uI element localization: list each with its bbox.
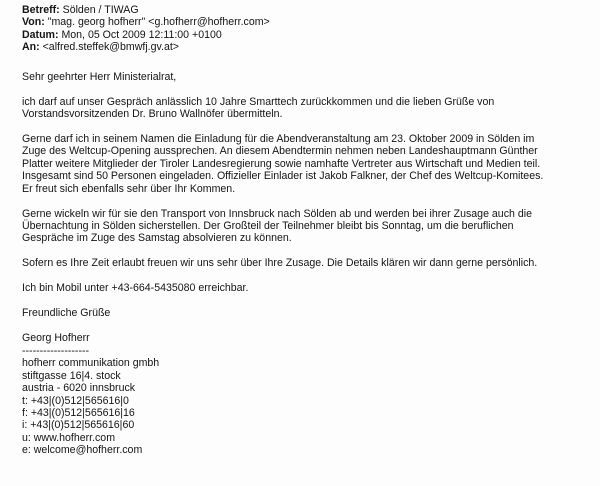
paragraph-line: Er freut sich ebenfalls sehr über Ihr Kommen. <box>22 182 236 195</box>
paragraph-2 <box>22 133 592 195</box>
signature-web: u: www.hofherr.com <box>22 431 116 444</box>
signature-separator: ------------------- <box>22 344 90 357</box>
signature-street: stiftgasse 16|4. stock <box>22 369 121 382</box>
signature-city: austria - 6020 innsbruck <box>22 382 136 395</box>
paragraph-line: Insgesamt sind 50 Personen eingeladen. Offizieller Einlader ist Jakob Falkner, der Chef des Weltcup-Komitees. <box>22 170 544 183</box>
from-value: "mag. georg hofherr" <g.hofherr@hofherr.com> <box>47 16 270 29</box>
subject-value: Sölden / TIWAG <box>62 4 139 16</box>
subject-label: Betreff: <box>22 4 60 16</box>
subject-row <box>22 4 592 16</box>
paragraph-line: Platter weitere Mitglieder der Tiroler Landesregierung sowie namhafte Vertreter aus Wirtschaft und Medien teil. <box>22 157 541 170</box>
date-label: Datum: <box>22 28 59 41</box>
from-row <box>22 16 592 28</box>
paragraph-1 <box>22 96 592 121</box>
to-row <box>22 41 592 53</box>
paragraph-line: Übernachtung in Sölden sicherstellen. Der Großteil der Teilnehmer bleibt bis Sonntag, um die beruflichen <box>22 220 514 233</box>
date-row <box>22 29 592 41</box>
signature-email: e: welcome@hofherr.com <box>22 444 143 457</box>
paragraph-line: Gerne darf ich in seinem Namen die Einladung für die Abendveranstaltung am 23. Oktober 2009 in Sölden im <box>22 133 535 146</box>
signature-name: Georg Hofherr <box>22 332 90 345</box>
paragraph-4: Sofern es Ihre Zeit erlaubt freuen wir uns sehr über Ihre Zusage. Die Details klären wir dann gerne persönlich. <box>22 257 538 270</box>
from-label: Von: <box>22 16 45 29</box>
paragraph-3 <box>22 208 592 245</box>
date-value: Mon, 05 Oct 2009 12:11:00 +0100 <box>61 28 222 41</box>
paragraph-line: Gerne wickeln wir für sie den Transport von Innsbruck nach Sölden ab und werden bei ihrer Zusage auch die <box>22 207 532 220</box>
paragraph-line: ich darf auf unser Gespräch anlässlich 10 Jahre Smarttech zurückkommen und die lieben Grüße von <box>22 95 495 108</box>
signature-phone: t: +43|(0)512|565616|0 <box>22 394 129 407</box>
signature-fax: f: +43|(0)512|565616|16 <box>22 406 135 419</box>
closing: Freundliche Grüße <box>22 307 111 320</box>
paragraph-line: Gespräche im Zuge des Samstag absolvieren zu können. <box>22 232 292 245</box>
salutation: Sehr geehrter Herr Ministerialrat, <box>22 70 177 83</box>
signature-isdn: i: +43|(0)512|565616|60 <box>22 419 135 432</box>
paragraph-line: Vorstandsvorsitzenden Dr. Bruno Wallnöfer übermitteln. <box>22 108 283 121</box>
to-value: <alfred.steffek@bmwfj.gv.at> <box>42 41 179 54</box>
signature-company: hofherr communikation gmbh <box>22 357 160 370</box>
paragraph-5: Ich bin Mobil unter +43-664-5435080 erreichbar. <box>22 282 249 295</box>
to-label: An: <box>22 41 40 54</box>
paragraph-line: Zuge des Weltcup-Opening aussprechen. An diesem Abendtermin nehmen neben Landeshauptmann Günther <box>22 145 538 158</box>
